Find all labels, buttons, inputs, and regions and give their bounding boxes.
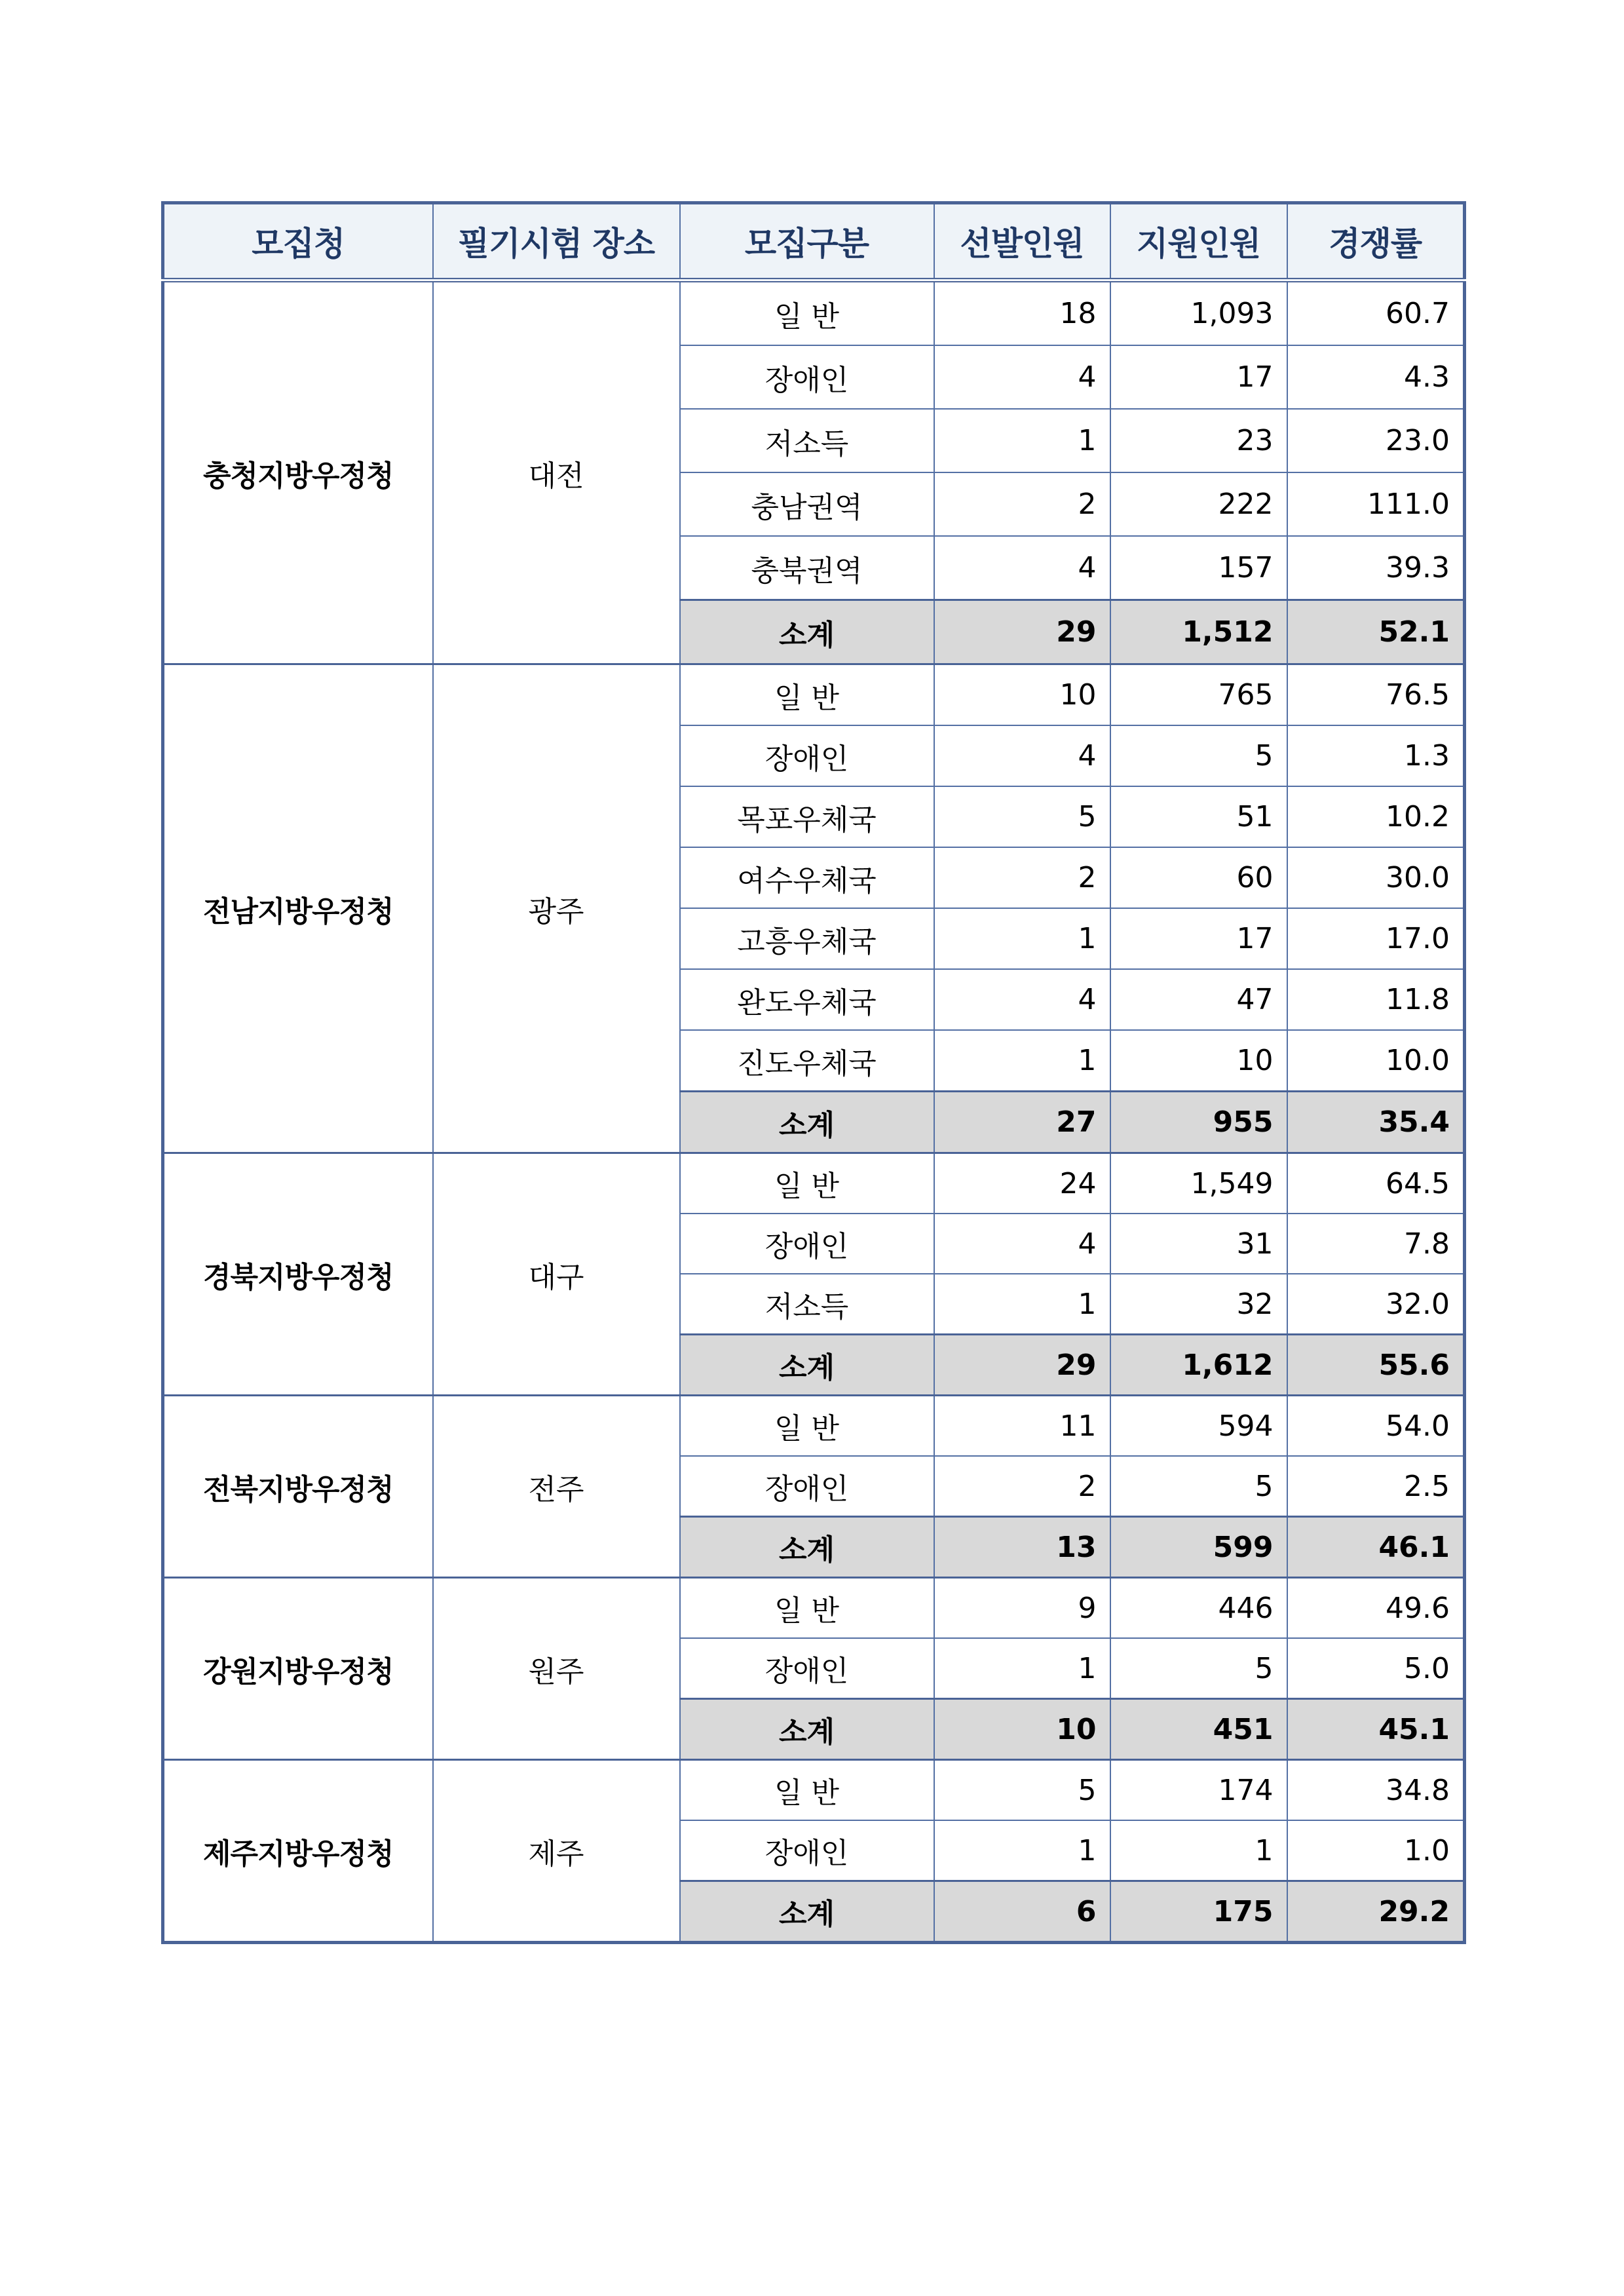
location-cell: 원주 [433,1578,680,1760]
selected-cell: 1 [934,1274,1110,1335]
selected-cell: 11 [934,1396,1110,1457]
selected-cell: 18 [934,280,1110,346]
header-applicants: 지원인원 [1110,203,1287,280]
category-cell: 장애인 [680,1820,934,1881]
selected-cell: 29 [934,1335,1110,1396]
ratio-cell: 54.0 [1287,1396,1465,1457]
ratio-cell: 60.7 [1287,280,1465,346]
org-cell: 제주지방우정청 [163,1760,433,1943]
ratio-cell: 4.3 [1287,345,1465,409]
ratio-cell: 30.0 [1287,847,1465,908]
applicants-cell: 31 [1110,1214,1287,1274]
table-row [163,280,1465,346]
location-cell: 전주 [433,1396,680,1578]
subtotal-label: 소계 [680,600,934,664]
ratio-cell: 64.5 [1287,1153,1465,1214]
ratio-cell: 17.0 [1287,908,1465,969]
ratio-cell: 23.0 [1287,409,1465,472]
org-cell: 강원지방우정청 [163,1578,433,1760]
applicants-cell: 599 [1110,1517,1287,1578]
location-cell: 제주 [433,1760,680,1943]
category-cell: 장애인 [680,1456,934,1517]
selected-cell: 4 [934,345,1110,409]
applicants-cell: 1 [1110,1820,1287,1881]
org-cell: 경북지방우정청 [163,1153,433,1396]
category-cell: 장애인 [680,345,934,409]
category-cell: 충남권역 [680,472,934,536]
category-cell: 저소득 [680,1274,934,1335]
applicants-cell: 47 [1110,969,1287,1030]
selected-cell: 10 [934,1699,1110,1760]
category-cell: 일 반 [680,1578,934,1639]
category-cell: 완도우체국 [680,969,934,1030]
ratio-cell: 45.1 [1287,1699,1465,1760]
applicants-cell: 60 [1110,847,1287,908]
table-row [163,664,1465,726]
location-cell: 대구 [433,1153,680,1396]
category-cell: 장애인 [680,725,934,786]
ratio-cell: 55.6 [1287,1335,1465,1396]
selected-cell: 1 [934,1638,1110,1699]
applicants-cell: 51 [1110,786,1287,847]
ratio-cell: 111.0 [1287,472,1465,536]
selected-cell: 5 [934,1760,1110,1821]
applicants-cell: 17 [1110,908,1287,969]
applicants-cell: 1,512 [1110,600,1287,664]
ratio-cell: 10.2 [1287,786,1465,847]
ratio-cell: 46.1 [1287,1517,1465,1578]
selected-cell: 1 [934,908,1110,969]
selected-cell: 4 [934,725,1110,786]
ratio-cell: 52.1 [1287,600,1465,664]
category-cell: 목포우체국 [680,786,934,847]
selected-cell: 6 [934,1881,1110,1943]
ratio-cell: 2.5 [1287,1456,1465,1517]
selected-cell: 2 [934,472,1110,536]
selected-cell: 5 [934,786,1110,847]
ratio-cell: 1.0 [1287,1820,1465,1881]
applicants-cell: 446 [1110,1578,1287,1639]
org-cell: 전남지방우정청 [163,664,433,1153]
selected-cell: 1 [934,1820,1110,1881]
category-cell: 충북권역 [680,536,934,600]
ratio-cell: 39.3 [1287,536,1465,600]
applicants-cell: 451 [1110,1699,1287,1760]
table-row [163,1396,1465,1457]
table-row [163,1578,1465,1639]
selected-cell: 2 [934,1456,1110,1517]
ratio-cell: 32.0 [1287,1274,1465,1335]
ratio-cell: 7.8 [1287,1214,1465,1274]
selected-cell: 10 [934,664,1110,726]
applicants-cell: 17 [1110,345,1287,409]
selected-cell: 4 [934,536,1110,600]
category-cell: 일 반 [680,1760,934,1821]
category-cell: 일 반 [680,280,934,346]
selected-cell: 2 [934,847,1110,908]
recruitment-table [161,201,1466,1944]
header-category: 모집구분 [680,203,934,280]
ratio-cell: 35.4 [1287,1092,1465,1153]
selected-cell: 4 [934,969,1110,1030]
selected-cell: 4 [934,1214,1110,1274]
applicants-cell: 1,549 [1110,1153,1287,1214]
applicants-cell: 1,093 [1110,280,1287,346]
category-cell: 저소득 [680,409,934,472]
org-cell: 전북지방우정청 [163,1396,433,1578]
header-org: 모집청 [163,203,433,280]
selected-cell: 29 [934,600,1110,664]
subtotal-label: 소계 [680,1699,934,1760]
selected-cell: 1 [934,409,1110,472]
applicants-cell: 594 [1110,1396,1287,1457]
ratio-cell: 49.6 [1287,1578,1465,1639]
ratio-cell: 76.5 [1287,664,1465,726]
applicants-cell: 174 [1110,1760,1287,1821]
header-selected: 선발인원 [934,203,1110,280]
location-cell: 대전 [433,280,680,664]
location-cell: 광주 [433,664,680,1153]
category-cell: 일 반 [680,1153,934,1214]
org-cell: 충청지방우정청 [163,280,433,664]
subtotal-label: 소계 [680,1335,934,1396]
table-body [163,280,1465,1943]
applicants-cell: 222 [1110,472,1287,536]
category-cell: 일 반 [680,664,934,726]
category-cell: 여수우체국 [680,847,934,908]
header-ratio: 경쟁률 [1287,203,1465,280]
table-row [163,1153,1465,1214]
category-cell: 장애인 [680,1638,934,1699]
category-cell: 일 반 [680,1396,934,1457]
category-cell: 장애인 [680,1214,934,1274]
applicants-cell: 157 [1110,536,1287,600]
ratio-cell: 11.8 [1287,969,1465,1030]
selected-cell: 1 [934,1030,1110,1092]
subtotal-label: 소계 [680,1881,934,1943]
applicants-cell: 32 [1110,1274,1287,1335]
applicants-cell: 5 [1110,1638,1287,1699]
selected-cell: 24 [934,1153,1110,1214]
ratio-cell: 34.8 [1287,1760,1465,1821]
ratio-cell: 10.0 [1287,1030,1465,1092]
applicants-cell: 5 [1110,725,1287,786]
applicants-cell: 765 [1110,664,1287,726]
category-cell: 진도우체국 [680,1030,934,1092]
applicants-cell: 23 [1110,409,1287,472]
ratio-cell: 29.2 [1287,1881,1465,1943]
selected-cell: 13 [934,1517,1110,1578]
applicants-cell: 955 [1110,1092,1287,1153]
applicants-cell: 1,612 [1110,1335,1287,1396]
applicants-cell: 175 [1110,1881,1287,1943]
category-cell: 고흥우체국 [680,908,934,969]
selected-cell: 9 [934,1578,1110,1639]
ratio-cell: 5.0 [1287,1638,1465,1699]
applicants-cell: 5 [1110,1456,1287,1517]
header-row [163,203,1465,280]
subtotal-label: 소계 [680,1092,934,1153]
subtotal-label: 소계 [680,1517,934,1578]
applicants-cell: 10 [1110,1030,1287,1092]
table-row [163,1760,1465,1821]
ratio-cell: 1.3 [1287,725,1465,786]
header-exam-location: 필기시험 장소 [433,203,680,280]
selected-cell: 27 [934,1092,1110,1153]
